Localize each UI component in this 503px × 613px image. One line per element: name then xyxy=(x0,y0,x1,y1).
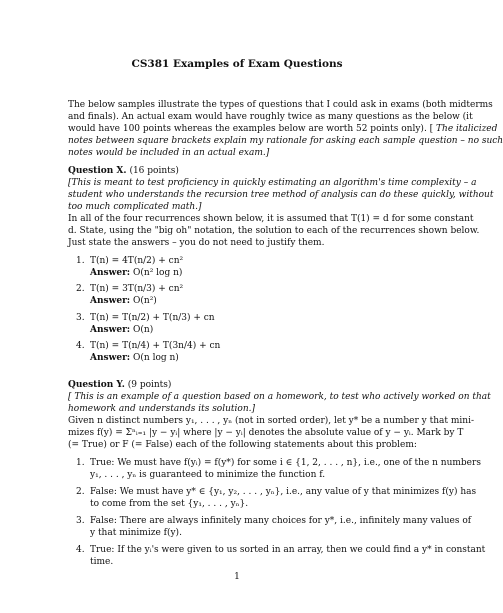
item-number: 3. xyxy=(76,516,85,526)
item-number: 2. xyxy=(76,284,85,294)
item-number: 1. xyxy=(76,256,85,266)
page-number: 1 xyxy=(234,572,240,582)
question-x-body: In all of the four recurrences shown below, it is assumed that T(1) = d for some constant xyxy=(68,214,474,224)
intro-line: The below samples illustrate the types of questions that I could ask in exams (both midterms xyxy=(68,100,493,110)
statement-line: y₁, . . . , yₙ is guaranteed to minimize the function f. xyxy=(90,470,326,480)
item-number: 1. xyxy=(76,458,85,468)
recurrence: T(n) = 4T(n/2) + cn² xyxy=(90,256,184,266)
intro-line: notes would be included in an actual exam.] xyxy=(68,148,270,158)
answer-line: Answer: O(n² log n) xyxy=(90,268,183,278)
question-y-body: mizes f(y) = Σⁿᵢ₌₁ |y − yᵢ| where |y − yᵢ| denotes the absolute value of y − yᵢ. Mark by T xyxy=(68,428,464,438)
intro-line: and finals). An actual exam would have roughly twice as many questions as the below (it xyxy=(68,112,473,122)
recurrence: T(n) = 3T(n/3) + cn² xyxy=(90,284,184,294)
statement-line: False: We must have y* ∈ {y₁, y₂, . . . , yₙ}, i.e., any value of y that minimizes f(y) has xyxy=(90,487,477,497)
statement-line: time. xyxy=(90,557,114,567)
answer-line: Answer: O(n²) xyxy=(90,296,157,306)
statement-line: True: We must have f(yᵢ) = f(y*) for some i ∈ {1, 2, . . . , n}, i.e., one of the n numbers xyxy=(90,458,481,468)
question-y-heading: Question Y. (9 points) xyxy=(68,380,172,390)
intro-line: would have 100 points whereas the examples below are worth 52 points only). [ The italicized xyxy=(68,124,498,134)
document-title: CS381 Examples of Exam Questions xyxy=(131,58,343,70)
item-number: 4. xyxy=(76,341,85,351)
question-y-note: homework and understands its solution.] xyxy=(68,404,255,414)
question-x-note: too much complicated math.] xyxy=(68,202,202,212)
question-x-body: d. State, using the "big oh" notation, the solution to each of the recurrences shown below. xyxy=(68,226,480,236)
question-y-body: Given n distinct numbers y₁, . . . , yₙ (not in sorted order), let y* be a number y that mini- xyxy=(68,416,474,426)
recurrence: T(n) = T(n/2) + T(n/3) + cn xyxy=(90,313,215,323)
statement-line: True: If the yᵢ's were given to us sorted in an array, then we could find a y* in constant xyxy=(90,545,486,555)
statement-line: False: There are always infinitely many choices for y*, i.e., infinitely many values of xyxy=(90,516,472,526)
item-number: 2. xyxy=(76,487,85,497)
statement-line: y that minimize f(y). xyxy=(90,528,182,538)
answer-line: Answer: O(n) xyxy=(90,325,154,335)
item-number: 3. xyxy=(76,313,85,323)
question-x-body: Just state the answers – you do not need to justify them. xyxy=(68,238,325,248)
item-number: 4. xyxy=(76,545,85,555)
answer-line: Answer: O(n log n) xyxy=(90,353,179,363)
question-x-note: student who understands the recursion tree method of analysis can do these quickly, without xyxy=(68,190,494,200)
question-x-heading: Question X. (16 points) xyxy=(68,166,179,176)
intro-line: notes between square brackets explain my rationale for asking each sample question – no such xyxy=(68,136,503,146)
recurrence: T(n) = T(n/4) + T(3n/4) + cn xyxy=(90,341,221,351)
question-y-body: (= True) or F (= False) each of the following statements about this problem: xyxy=(68,440,417,450)
question-y-note: [ This is an example of a question based on a homework, to test who actively worked on that xyxy=(68,392,491,402)
statement-line: to come from the set {y₁, . . . , yₙ}. xyxy=(90,499,249,509)
question-x-note: [This is meant to test proficiency in quickly estimating an algorithm's time complexity – a xyxy=(68,178,477,188)
